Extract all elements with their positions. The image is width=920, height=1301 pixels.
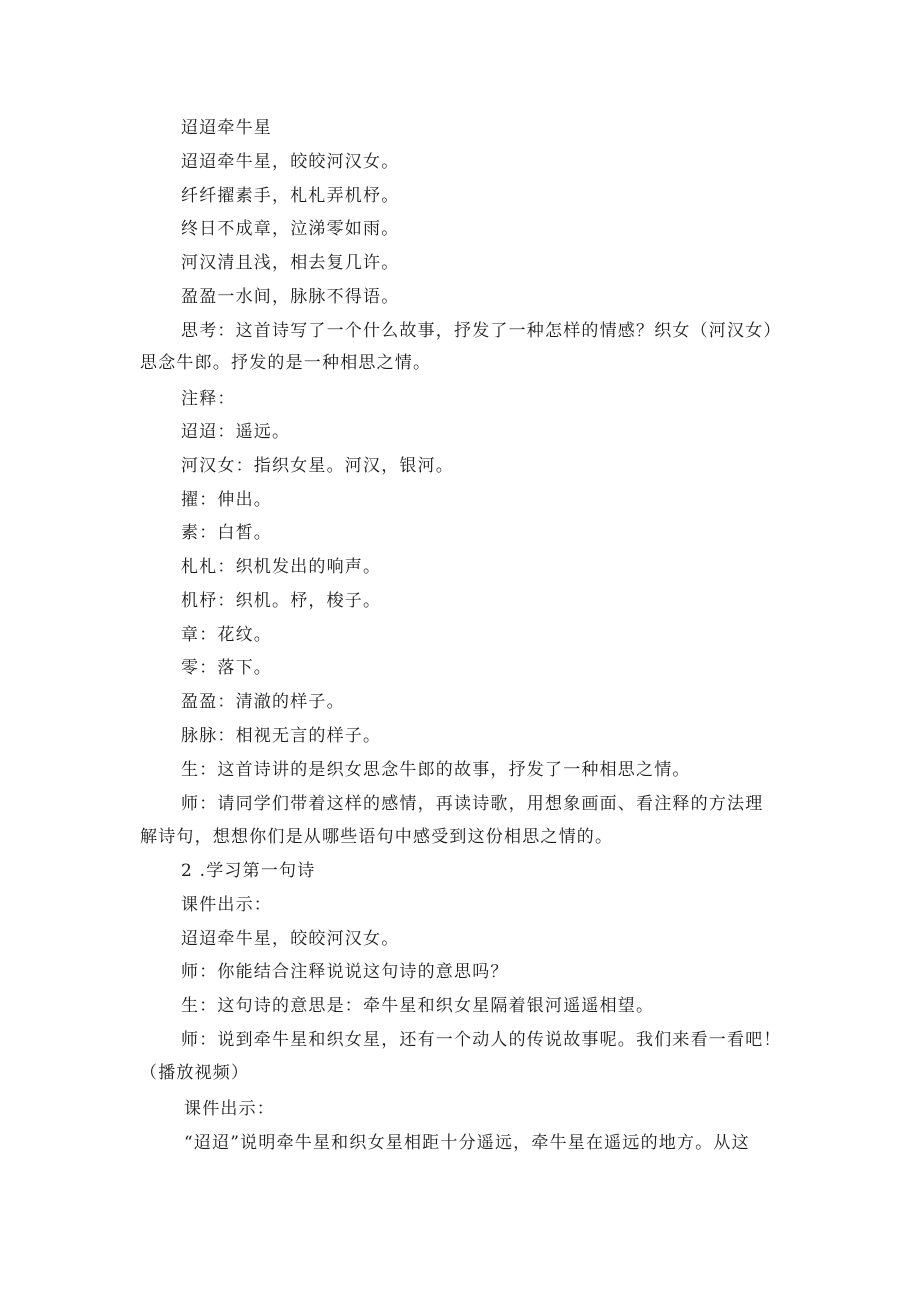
- note-item: 迢迢：遥远。: [181, 422, 291, 442]
- note-item: 擢：伸出。: [181, 490, 272, 510]
- poem-line-5: 盈盈一水间，脉脉不得语。: [181, 287, 400, 307]
- think-paragraph-line-1: 思考：这首诗写了一个什么故事，抒发了一种怎样的情感？织女（河汉女）: [181, 321, 782, 341]
- poem-line-1: 迢迢牵牛星，皎皎河汉女。: [181, 152, 400, 172]
- teacher-paragraph-line-2: 解诗句，想想你们是从哪些语句中感受到这份相思之情的。: [140, 827, 614, 847]
- teacher-paragraph-line-1: 师：说到牵牛星和织女星，还有一个动人的传说故事呢。我们来看一看吧！: [181, 1030, 782, 1050]
- poem-title: 迢迢牵牛星: [181, 118, 272, 138]
- note-item: 脉脉：相视无言的样子。: [181, 726, 382, 746]
- teacher-question: 师：你能结合注释说说这句诗的意思吗？: [181, 962, 509, 982]
- poem-quote: 迢迢牵牛星，皎皎河汉女。: [181, 929, 400, 949]
- poem-line-2: 纤纤擢素手，札札弄机杼。: [181, 186, 400, 206]
- section-heading: 2 .学习第一句诗: [181, 861, 316, 881]
- student-answer: 生：这首诗讲的是织女思念牛郎的故事，抒发了一种相思之情。: [181, 760, 691, 780]
- note-item: 章：花纹。: [181, 625, 272, 645]
- teacher-paragraph-line-1: 师：请同学们带着这样的感情，再读诗歌，用想象画面、看注释的方法理: [181, 794, 764, 814]
- note-item: 机杼：织机。杼，梭子。: [181, 591, 382, 611]
- courseware-label: 课件出示：: [181, 895, 272, 915]
- teacher-paragraph-line-2: （播放视频）: [140, 1063, 250, 1083]
- think-paragraph-line-2: 思念牛郎。抒发的是一种相思之情。: [140, 353, 432, 373]
- note-item: 零：落下。: [181, 658, 272, 678]
- poem-line-3: 终日不成章，泣涕零如雨。: [181, 219, 400, 239]
- note-item: 札札：织机发出的响声。: [181, 557, 382, 577]
- note-item: 盈盈：清澈的样子。: [181, 692, 345, 712]
- note-item: 河汉女：指织女星。河汉，银河。: [181, 456, 454, 476]
- note-item: 素：白皙。: [181, 523, 272, 543]
- poem-line-4: 河汉清且浅，相去复几许。: [181, 253, 400, 273]
- explanation-line: “迢迢”说明牵牛星和织女星相距十分遥远，牵牛星在遥远的地方。从这: [184, 1133, 750, 1153]
- student-answer: 生：这句诗的意思是：牵牛星和织女星隔着银河遥遥相望。: [181, 996, 655, 1016]
- courseware-label: 课件出示：: [184, 1099, 275, 1119]
- notes-heading: 注释：: [181, 389, 236, 409]
